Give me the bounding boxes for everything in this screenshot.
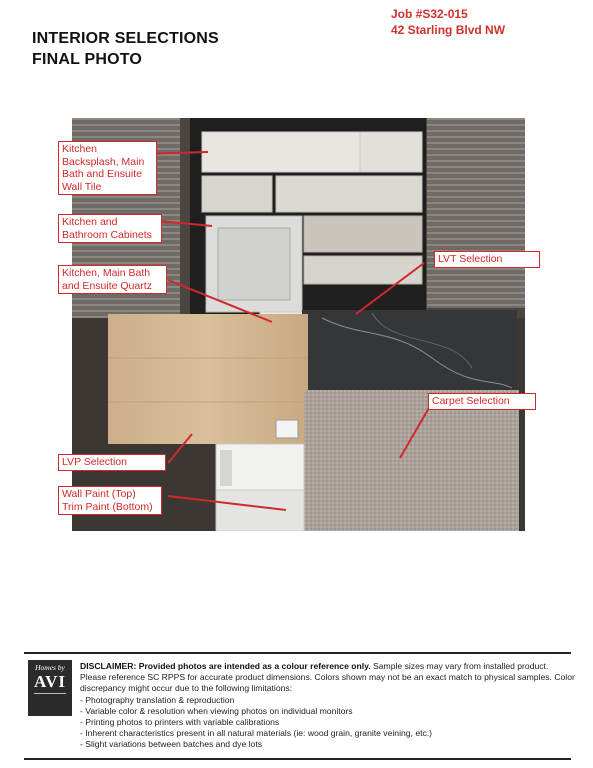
title-line-1: INTERIOR SELECTIONS [32,30,219,47]
logo-emblem [34,693,66,705]
logo-line-1: Homes by [35,663,65,672]
callout-lvt: LVT Selection [434,251,540,268]
list-item: - Inherent characteristics present in all natural materials (ie: wood grain, granite veining, etc.) [80,728,433,739]
company-logo [28,660,72,716]
disclaimer-body: Sample sizes may vary from installed product. Please reference SC RPPS for accurate product dimensions. Colors shown may not be an exact match to physical samples. Color discrepancy might occur due to the following limitations: [80,661,575,694]
logo-line-2: AVI [34,672,66,691]
disclaimer [80,661,575,751]
callout-quartz: Kitchen, Main Bath and Ensuite Quartz [58,265,167,294]
callout-paint: Wall Paint (Top) Trim Paint (Bottom) [58,486,162,515]
disclaimer-list [80,695,575,751]
callout-cabinets: Kitchen and Bathroom Cabinets [58,214,162,243]
job-info [391,6,505,38]
callout-carpet: Carpet Selection [428,393,536,410]
footer-divider-top [24,652,571,654]
disclaimer-text [80,661,575,695]
callout-lvp: LVP Selection [58,454,166,471]
disclaimer-heading: DISCLAIMER: Provided photos are intended as a colour reference only. [80,661,371,671]
title-line-2: FINAL PHOTO [32,51,143,68]
list-item: - Variable color & resolution when viewing photos on individual monitors [80,705,353,716]
callout-backsplash: Kitchen Backsplash, Main Bath and Ensuite Wall Tile [58,141,157,195]
list-item: - Photography translation & reproduction [80,694,235,705]
list-item: - Slight variations between batches and dye lots [80,739,263,750]
job-address: 42 Starling Blvd NW [391,23,506,37]
footer-divider-bottom [24,758,571,760]
job-number: Job #S32-015 [391,7,468,21]
list-item: - Printing photos to printers with variable calibrations [80,717,280,728]
page-title [32,28,219,70]
